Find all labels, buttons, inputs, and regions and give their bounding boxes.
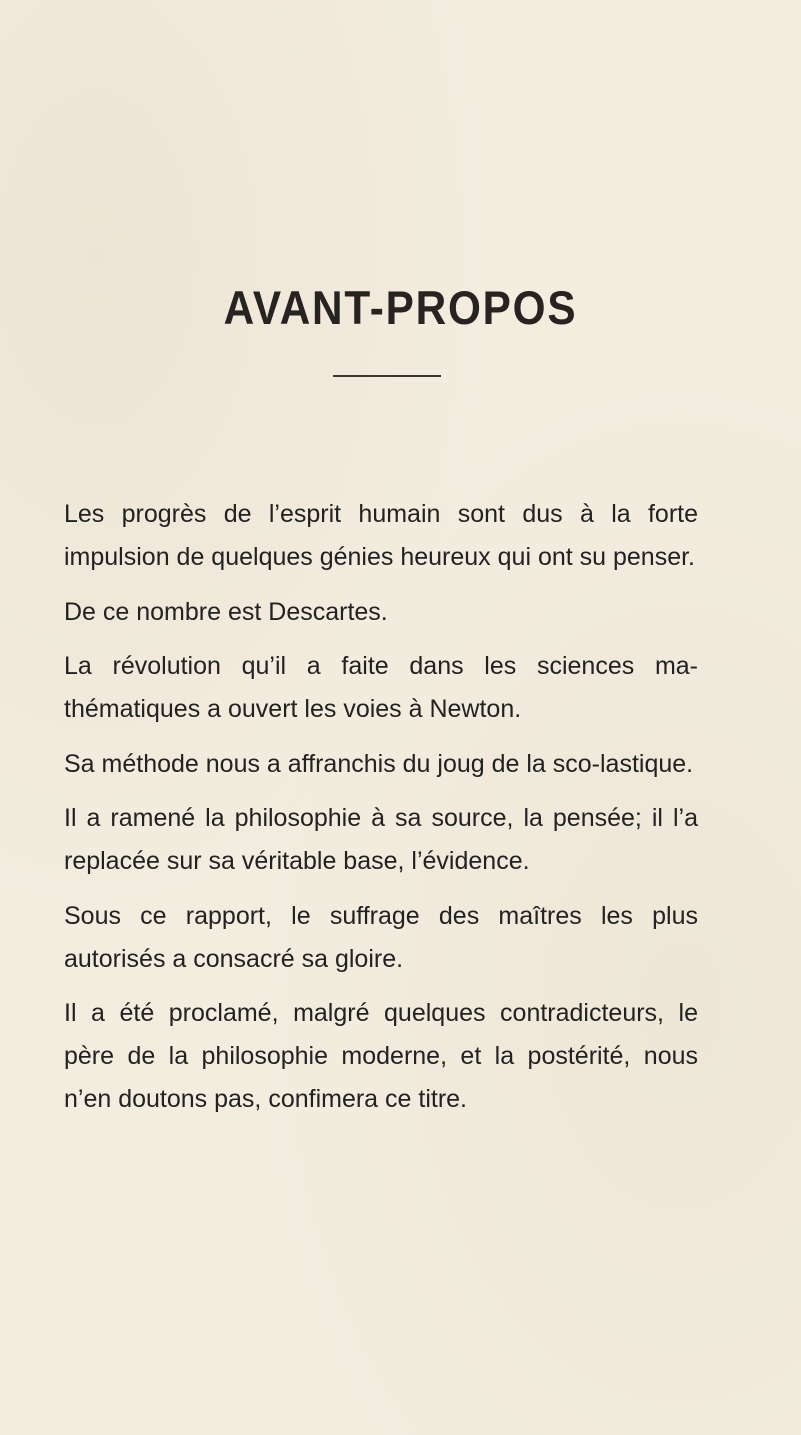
paragraph: Les progrès de l’esprit humain sont dus à la forte impulsion de quelques génies heureux qui ont su penser. xyxy=(64,500,698,571)
paragraph: Il a ramené la philosophie à sa source, la pensée; il l’a replacée sur sa véritable base, l’évidence. xyxy=(64,804,698,875)
paragraph: La révolution qu’il a faite dans les sciences ma-thématiques a ouvert les voies à Newton. xyxy=(64,652,698,723)
paragraph: Sous ce rapport, le suffrage des maîtres les plus autorisés a consacré sa gloire. xyxy=(64,901,698,973)
page-title: AVANT-PROPOS xyxy=(223,281,578,334)
title-divider xyxy=(333,375,441,377)
paragraph: Il a été proclamé, malgré quelques contradicteurs, le père de la philosophie moderne, et la postérité, nous n’en doutons pas, confimera ce titre. xyxy=(64,999,698,1113)
body-text xyxy=(58,493,698,1133)
paragraph: Sa méthode nous a affranchis du joug de la sco-lastique. xyxy=(64,749,694,778)
paragraph: De ce nombre est Descartes. xyxy=(64,597,388,626)
